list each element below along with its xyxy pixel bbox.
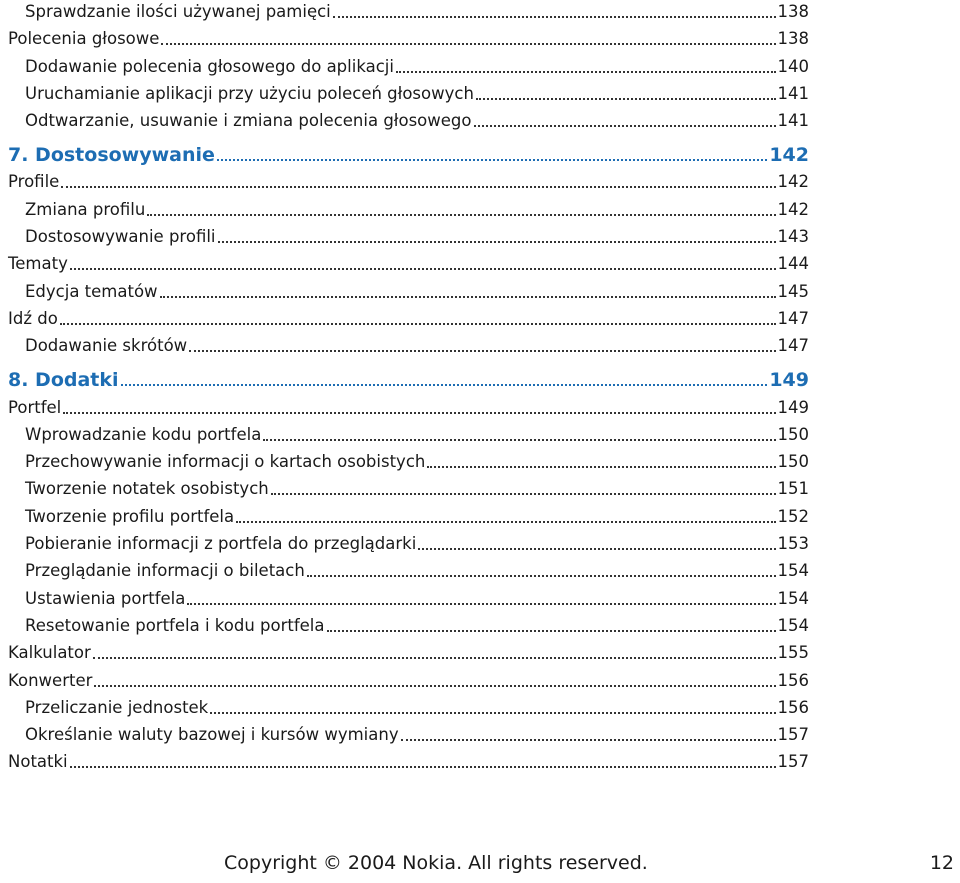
dot-leader xyxy=(263,431,775,441)
toc-entry-title: Konwerter xyxy=(8,670,93,690)
toc-entry-title: Tworzenie notatek osobistych xyxy=(8,479,269,499)
dot-leader xyxy=(210,704,775,714)
toc-entry-page: 156 xyxy=(777,670,809,690)
toc-entry[interactable] xyxy=(8,581,809,608)
toc-entry-title: Wprowadzanie kodu portfela xyxy=(8,425,261,445)
toc-entry[interactable] xyxy=(8,663,809,690)
toc-entry-page: 154 xyxy=(777,588,809,608)
toc-entry[interactable] xyxy=(8,472,809,499)
toc-entry-title: Uruchamianie aplikacji przy użyciu poleceń głosowych xyxy=(8,84,474,104)
dot-leader xyxy=(427,458,775,468)
dot-leader xyxy=(70,758,776,768)
toc-entry[interactable] xyxy=(8,302,809,329)
toc-chapter-entry[interactable] xyxy=(8,356,809,390)
dot-leader xyxy=(396,63,776,73)
toc-entry-title: Tematy xyxy=(8,254,68,274)
toc-entry-page: 147 xyxy=(777,308,809,328)
toc-entry-page: 138 xyxy=(777,29,809,49)
toc-entry-page: 142 xyxy=(777,172,809,192)
toc-entry-page: 154 xyxy=(777,561,809,581)
toc-entry-title: Kalkulator xyxy=(8,643,91,663)
toc-entry-page: 154 xyxy=(777,615,809,635)
toc-chapter-entry[interactable] xyxy=(8,131,809,165)
copyright-notice: Copyright © 2004 Nokia. All rights reserved. xyxy=(224,852,648,874)
toc-entry-page: 144 xyxy=(777,254,809,274)
toc-entry[interactable] xyxy=(8,691,809,718)
toc-entry-title: Dodawanie skrótów xyxy=(8,336,187,356)
toc-entry-title: Dostosowywanie profili xyxy=(8,227,216,247)
toc-entry[interactable] xyxy=(8,636,809,663)
dot-leader xyxy=(61,178,775,188)
toc-entry-title: Zmiana profilu xyxy=(8,200,145,220)
dot-leader xyxy=(147,206,775,216)
dot-leader xyxy=(307,567,776,577)
toc-entry[interactable] xyxy=(8,49,809,76)
dot-leader xyxy=(93,649,776,659)
toc-entry-page: 142 xyxy=(769,144,809,167)
toc-entry[interactable] xyxy=(8,104,809,131)
toc-entry-page: 151 xyxy=(777,479,809,499)
dot-leader xyxy=(189,342,775,352)
dot-leader xyxy=(327,622,776,632)
dot-leader xyxy=(121,376,768,386)
toc-entry-page: 150 xyxy=(777,424,809,444)
table-of-contents xyxy=(8,0,809,772)
toc-entry-title: Polecenia głosowe xyxy=(8,29,160,49)
toc-entry-title: Idź do xyxy=(8,308,58,328)
toc-entry[interactable] xyxy=(8,329,809,356)
toc-entry[interactable] xyxy=(8,554,809,581)
toc-entry-title: Przeliczanie jednostek xyxy=(8,698,208,718)
toc-entry-title: Odtwarzanie, usuwanie i zmiana polecenia głosowego xyxy=(8,111,472,131)
page-footer xyxy=(0,852,960,882)
dot-leader xyxy=(271,485,776,495)
dot-leader xyxy=(63,404,775,414)
toc-entry-page: 157 xyxy=(777,725,809,745)
dot-leader xyxy=(160,288,776,298)
dot-leader xyxy=(476,90,776,100)
toc-entry[interactable] xyxy=(8,220,809,247)
toc-entry-title: Określanie waluty bazowej i kursów wymiany xyxy=(8,725,399,745)
toc-entry-page: 153 xyxy=(777,534,809,554)
toc-entry-title: Sprawdzanie ilości używanej pamięci xyxy=(8,2,331,22)
toc-entry[interactable] xyxy=(8,418,809,445)
toc-entry[interactable] xyxy=(8,718,809,745)
toc-entry-title: Notatki xyxy=(8,752,68,772)
toc-entry-page: 149 xyxy=(777,397,809,417)
toc-entry[interactable] xyxy=(8,77,809,104)
dot-leader xyxy=(236,513,775,523)
toc-entry[interactable] xyxy=(8,745,809,772)
toc-entry[interactable] xyxy=(8,499,809,526)
dot-leader xyxy=(161,35,775,45)
toc-entry-page: 157 xyxy=(777,752,809,772)
toc-entry-title: Pobieranie informacji z portfela do przeglądarki xyxy=(8,534,416,554)
toc-entry-title: Resetowanie portfela i kodu portfela xyxy=(8,616,325,636)
dot-leader xyxy=(418,540,775,550)
toc-entry-page: 149 xyxy=(769,369,809,392)
toc-entry[interactable] xyxy=(8,390,809,417)
toc-entry-title: Edycja tematów xyxy=(8,282,158,302)
toc-entry-title: Profile xyxy=(8,172,60,192)
toc-entry-title: Portfel xyxy=(8,397,62,417)
dot-leader xyxy=(60,315,776,325)
dot-leader xyxy=(474,117,776,127)
toc-entry-page: 141 xyxy=(777,111,809,131)
toc-entry[interactable] xyxy=(8,274,809,301)
toc-entry-page: 143 xyxy=(777,227,809,247)
toc-entry-title: Ustawienia portfela xyxy=(8,589,185,609)
dot-leader xyxy=(70,260,776,270)
toc-entry-page: 156 xyxy=(777,697,809,717)
toc-entry[interactable] xyxy=(8,247,809,274)
dot-leader xyxy=(401,731,776,741)
toc-entry-page: 155 xyxy=(777,643,809,663)
toc-entry-page: 141 xyxy=(777,83,809,103)
dot-leader xyxy=(217,151,767,161)
toc-entry-page: 142 xyxy=(777,199,809,219)
toc-entry-page: 138 xyxy=(777,2,809,21)
toc-entry[interactable] xyxy=(8,609,809,636)
toc-entry[interactable] xyxy=(8,22,809,49)
toc-entry-title: 8. Dodatki xyxy=(8,369,119,392)
toc-entry-title: Dodawanie polecenia głosowego do aplikacji xyxy=(8,57,394,77)
toc-entry-page: 150 xyxy=(777,452,809,472)
toc-entry-title: Przeglądanie informacji o biletach xyxy=(8,561,305,581)
dot-leader xyxy=(333,8,776,18)
dot-leader xyxy=(94,677,775,687)
toc-entry-title: Tworzenie profilu portfela xyxy=(8,507,234,527)
toc-entry[interactable] xyxy=(8,192,809,219)
toc-entry-page: 147 xyxy=(777,336,809,356)
toc-entry[interactable] xyxy=(8,0,809,22)
toc-entry-title: Przechowywanie informacji o kartach osobistych xyxy=(8,452,425,472)
toc-entry-title: 7. Dostosowywanie xyxy=(8,144,215,167)
dot-leader xyxy=(218,233,776,243)
toc-entry-page: 152 xyxy=(777,506,809,526)
toc-entry[interactable] xyxy=(8,527,809,554)
dot-leader xyxy=(187,595,775,605)
toc-entry[interactable] xyxy=(8,165,809,192)
page-number: 12 xyxy=(929,852,954,874)
toc-entry[interactable] xyxy=(8,445,809,472)
toc-entry-page: 145 xyxy=(777,281,809,301)
toc-entry-page: 140 xyxy=(777,56,809,76)
